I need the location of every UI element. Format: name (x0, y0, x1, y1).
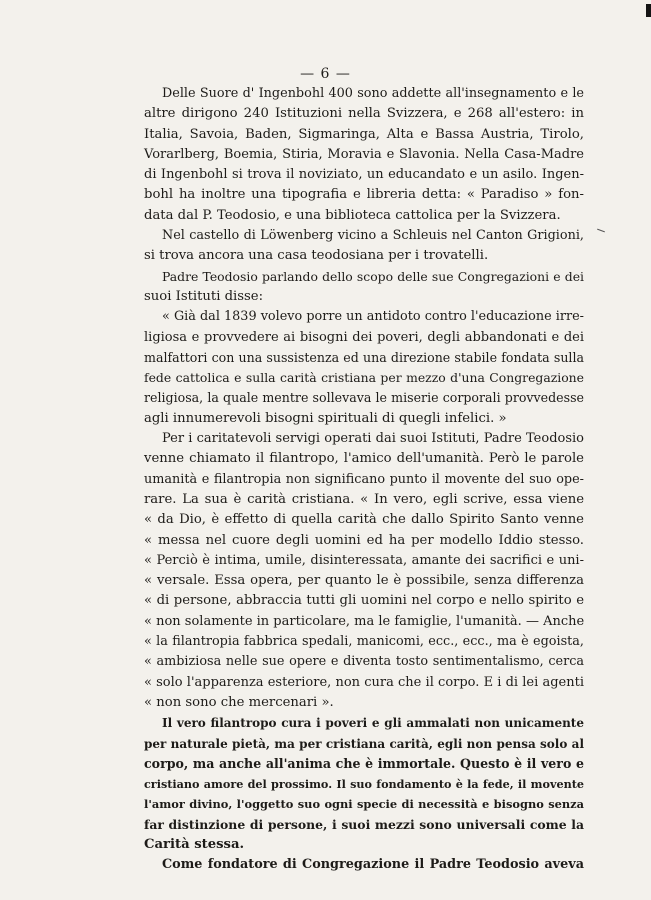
text-line: Delle Suore d' Ingenbohl 400 sono addette all'insegnamento e le (162, 86, 584, 101)
text-line: suoi Istituti disse: (144, 288, 264, 304)
text-line: Nel castello di Löwenberg vicino a Schleuis nel Canton Grigioni, (162, 228, 584, 244)
text-line: « ambiziosa nelle sue opere e diventa tosto sentimentalismo, cerca (144, 654, 584, 670)
text-line: « non solamente in particolare, ma le famiglie, l'umanità. — Anche (144, 613, 585, 629)
text-line: « di persone, abbraccia tutti gli uomini nel corpo e nello spirito e (144, 593, 584, 609)
text-line: « messa nel cuore degli uomini ed ha per modello Iddio stesso. (144, 532, 584, 548)
text-line: « versale. Essa opera, per quanto le è possibile, senza differenza (144, 573, 584, 589)
body-text (144, 84, 584, 876)
text-line: « solo l'apparenza esteriore, non cura che il corpo. E i di lei agenti (144, 674, 584, 690)
text-line: far distinzione di persone, i suoi mezzi sono universali come la (144, 816, 584, 832)
text-line: Il vero filantropo cura i poveri e gli ammalati non unicamente (162, 716, 584, 731)
text-line: corpo, ma anche all'anima che è immortale. Questo è il vero e (144, 755, 584, 771)
text-line: di Ingenbohl si trova il noviziato, un educandato e un asilo. Ingen- (144, 167, 584, 183)
text-line: malfattori con una sussistenza ed una direzione stabile fondata sulla (144, 349, 584, 365)
text-line: Carità stessa. (144, 836, 245, 852)
page-edge-mark (646, 4, 651, 17)
text-line: venne chiamato il filantropo, l'amico dell'umanità. Però le parole (144, 451, 584, 467)
text-line: bohl ha inoltre una tipografia e libreria detta: « Paradiso » fon- (144, 187, 584, 203)
text-line: si trova ancora una casa teodosiana per i trovatelli. (144, 248, 489, 264)
text-line: Padre Teodosio parlando dello scopo delle sue Congregazioni e dei (162, 268, 584, 284)
margin-mark (597, 229, 605, 233)
text-line: agli innumerevoli bisogni spirituali di quegli infelici. » (144, 410, 507, 426)
text-line: religiosa, la quale mentre sollevava le miserie corporali provvedesse (144, 390, 584, 406)
text-line: « Perciò è intima, umile, disinteressata, amante dei sacrifici e uni- (144, 552, 584, 568)
text-line: ligiosa e provvedere ai bisogni dei poveri, degli abbandonati e dei (144, 329, 584, 345)
text-line: Italia, Savoia, Baden, Sigmaringa, Alta e Bassa Austria, Tirolo, (144, 126, 584, 142)
text-line: rare. La sua è carità cristiana. « In vero, egli scrive, essa viene (144, 491, 584, 507)
text-line: l'amor divino, l'oggetto suo ogni specie di necessità e bisogno senza (144, 797, 584, 812)
text-line: altre dirigono 240 Istituzioni nella Svizzera, e 268 all'estero: in (144, 106, 584, 122)
text-line: fede cattolica e sulla carità cristiana per mezzo d'una Congregazione (144, 370, 584, 386)
text-line: data dal P. Teodosio, e una biblioteca cattolica per la Svizzera. (144, 207, 561, 223)
text-line: Vorarlberg, Boemia, Stiria, Moravia e Slavonia. Nella Casa-Madre (144, 146, 584, 162)
text-line: Per i caritatevoli servigi operati dai suoi Istituti, Padre Teodosio (162, 431, 584, 447)
text-line: « Già dal 1839 volevo porre un antidoto contro l'educazione irre- (162, 309, 584, 325)
text-line: Come fondatore di Congregazione il Padre Teodosio aveva (162, 857, 584, 873)
text-line: cristiano amore del prossimo. Il suo fondamento è la fede, il movente (144, 777, 584, 792)
text-line: umanità e filantropia non significano punto il movente del suo ope- (144, 471, 584, 487)
text-line: « da Dio, è effetto di quella carità che dallo Spirito Santo venne (144, 512, 584, 528)
text-line: « non sono che mercenari ». (144, 694, 334, 710)
text-line: per naturale pietà, ma per cristiana carità, egli non pensa solo al (144, 736, 584, 751)
page-number: — 6 — (300, 66, 351, 82)
text-line: « la filantropia fabbrica spedali, manicomi, ecc., ecc., ma è egoista, (144, 634, 584, 650)
